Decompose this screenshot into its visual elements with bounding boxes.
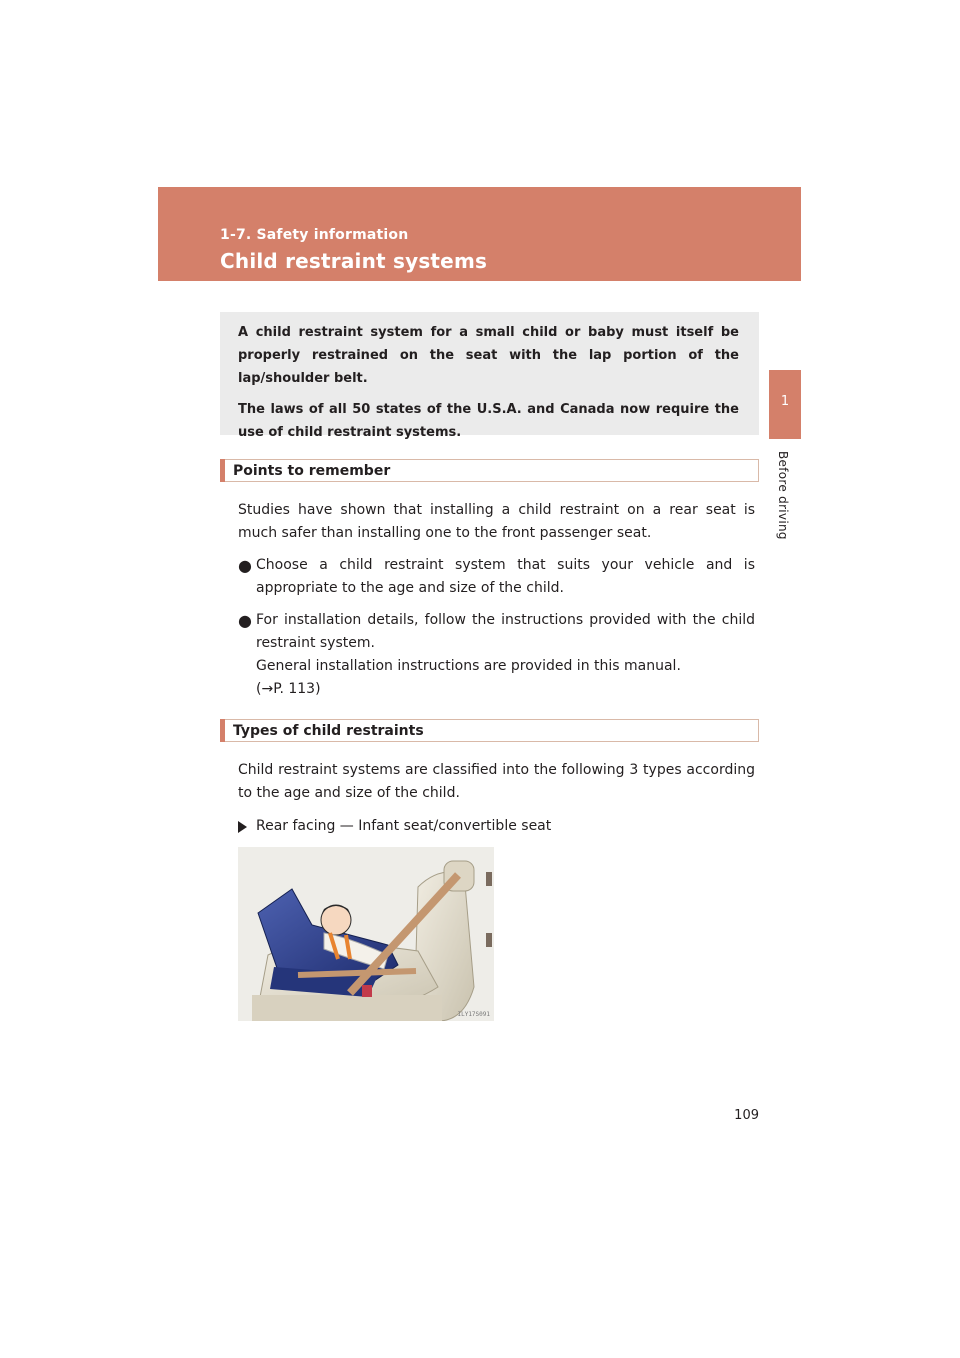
section-label: 1-7. Safety information (220, 227, 409, 243)
section-heading-text: Types of child restraints (233, 722, 424, 739)
intro-box (220, 312, 759, 440)
bullet-item (238, 609, 755, 701)
page-reference-link[interactable]: (→P. 113) (256, 681, 321, 697)
illustration-svg (238, 847, 494, 1021)
chapter-tab-label: Before driving (776, 451, 790, 540)
section-heading-types (220, 719, 759, 742)
bullet-dot-icon: ● (238, 556, 252, 575)
rear-facing-seat-illustration (238, 847, 494, 1021)
intro-paragraph: A child restraint system for a small child or baby must itself be properly restrained on the seat with the lap portion of the lap/shoulder belt. (238, 325, 739, 386)
triangle-bullet-icon (238, 821, 247, 833)
intro-paragraph: The laws of all 50 states of the U.S.A. and Canada now require the use of child restraint systems. (238, 402, 739, 440)
page-number: 109 (734, 1108, 759, 1123)
bullet-text: General installation instructions are provided in this manual. (256, 658, 681, 674)
figure-code: ILY17S091 (457, 1011, 490, 1018)
bullet-dot-icon: ● (238, 611, 252, 630)
points-paragraph: Studies have shown that installing a child restraint on a rear seat is much safer than installing one to the front passenger seat. (238, 502, 755, 541)
restraint-type-item (238, 815, 551, 838)
page-title: Child restraint systems (220, 249, 488, 273)
restraint-type-label: Rear facing — Infant seat/convertible seat (256, 818, 552, 834)
bullet-text: Choose a child restraint system that suits your vehicle and is appropriate to the age and size of the child. (256, 557, 755, 596)
section-heading-text: Points to remember (233, 462, 391, 479)
bullet-item (238, 554, 755, 600)
bullet-text: For installation details, follow the instructions provided with the child restraint system. (256, 612, 755, 651)
chapter-tab-number: 1 (780, 394, 790, 409)
types-paragraph: Child restraint systems are classified into the following 3 types according to the age and size of the child. (238, 762, 755, 801)
section-heading-points (220, 459, 759, 482)
